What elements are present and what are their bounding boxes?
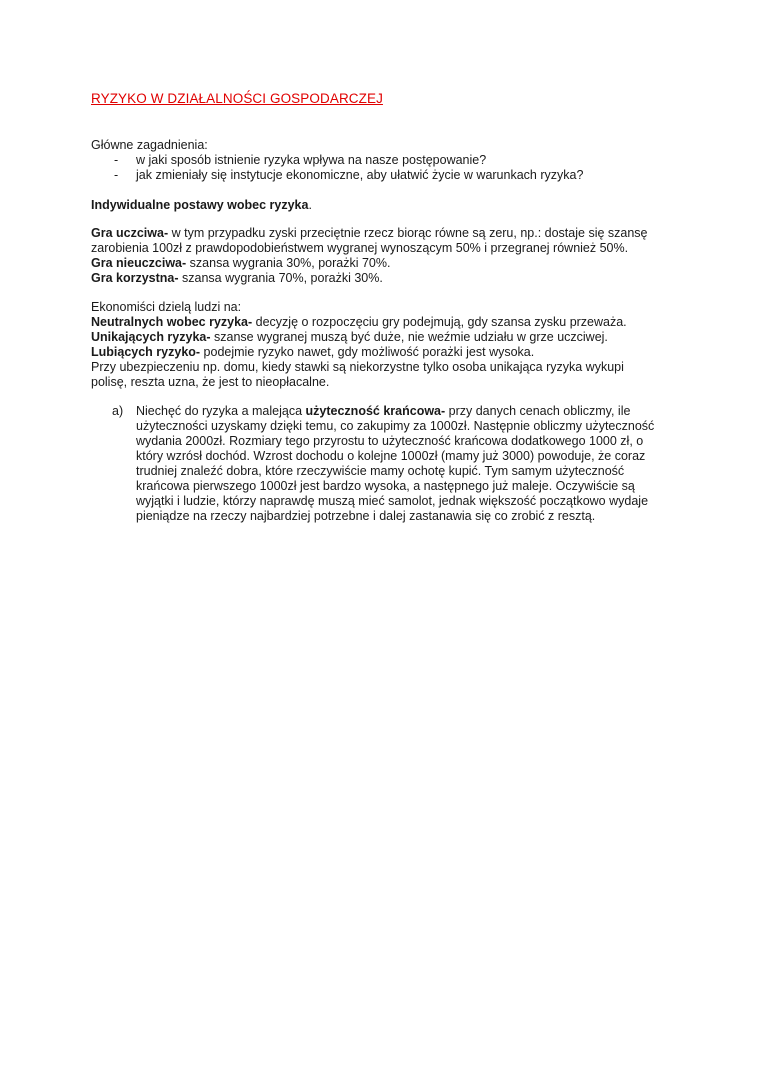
neutral-label: Neutralnych wobec ryzyka-	[91, 315, 253, 329]
favorable-game-label: Gra korzystna-	[91, 271, 179, 285]
economists-section	[91, 300, 681, 390]
section-heading-bold: Indywidualne postawy wobec ryzyka	[91, 198, 309, 212]
bullet-marker: -	[114, 168, 119, 182]
loving-text: podejmie ryzyko nawet, gdy możliwość porażki jest wysoka.	[200, 345, 535, 359]
games-section	[91, 226, 681, 286]
bullet-text: jak zmieniały się instytucje ekonomiczne, aby ułatwić życie w warunkach ryzyka?	[136, 168, 584, 182]
point-a-line1-pre: Niechęć do ryzyka a malejąca	[136, 404, 306, 418]
intro-section	[91, 138, 681, 183]
point-a-line: użyteczności uzyskamy dzięki temu, co zakupimy za 1000zł. Następnie obliczmy użyteczność	[136, 419, 655, 433]
insurance-text-2: polisę, reszta uzna, że jest to nieopłacalne.	[91, 375, 330, 389]
averse-label: Unikających ryzyka-	[91, 330, 211, 344]
point-a-body	[136, 404, 696, 524]
fair-game-text-1: w tym przypadku zyski przeciętnie rzecz biorąc równe są zeru, np.: dostaje się szansę	[168, 226, 648, 240]
averse-text: szanse wygranej muszą być duże, nie weźmie udziału w grze uczciwej.	[210, 330, 608, 344]
list-item	[91, 168, 681, 183]
point-a-line: który wzrósł dochód. Wzrost dochodu o kolejne 1000zł (mamy już 3000) powoduje, że coraz	[136, 449, 646, 463]
point-a-line: wyjątki i ludzie, którzy naprawdę muszą mieć samolot, jednak większość początkowo wydaje	[136, 494, 649, 508]
intro-heading: Główne zagadnienia:	[91, 138, 208, 152]
point-a-line1-bold: użyteczność krańcowa-	[305, 404, 446, 418]
economists-intro: Ekonomiści dzielą ludzi na:	[91, 300, 242, 314]
point-a-line: pieniądze na rzeczy najbardziej potrzebne i dalej zastanawia się co zrobić z resztą.	[136, 509, 596, 523]
unfair-game-label: Gra nieuczciwa-	[91, 256, 187, 270]
point-a-marker: a)	[112, 404, 124, 418]
fair-game-label: Gra uczciwa-	[91, 226, 169, 240]
document-title: RYZYKO W DZIAŁALNOŚCI GOSPODARCZEJ	[91, 91, 383, 106]
neutral-text: decyzję o rozpoczęciu gry podejmują, gdy szansa zysku przeważa.	[252, 315, 627, 329]
insurance-text-1: Przy ubezpieczeniu np. domu, kiedy stawki są niekorzystne tylko osoba unikająca ryzyka wykupi	[91, 360, 624, 374]
intro-bullet-list	[91, 153, 681, 183]
point-a-line: krańcowa pierwszego 1000zł jest bardzo wysoka, a następnego już maleje. Oczywiście są	[136, 479, 635, 493]
section-heading-tail: .	[308, 198, 312, 212]
fair-game-text-2: zarobienia 100zł z prawdopodobieństwem wygranej wynoszącym 50% i przegranej również 50%.	[91, 241, 629, 255]
list-item	[91, 153, 681, 168]
loving-label: Lubiących ryzyko-	[91, 345, 201, 359]
point-a-line: trudniej znaleźć dobra, które rzeczywiście mamy ochotę kupić. Tym samym użyteczność	[136, 464, 625, 478]
bullet-marker: -	[114, 153, 119, 167]
unfair-game-text: szansa wygrania 30%, porażki 70%.	[186, 256, 391, 270]
point-a-line: wydania 2000zł. Rozmiary tego przyrostu to użyteczność krańcowa dodatkowego 1000 zł, o	[136, 434, 644, 448]
favorable-game-text: szansa wygrania 70%, porażki 30%.	[178, 271, 383, 285]
bullet-text: w jaki sposób istnienie ryzyka wpływa na nasze postępowanie?	[136, 153, 487, 167]
point-a-line1-post: przy danych cenach obliczmy, ile	[445, 404, 631, 418]
section-heading	[91, 198, 681, 213]
